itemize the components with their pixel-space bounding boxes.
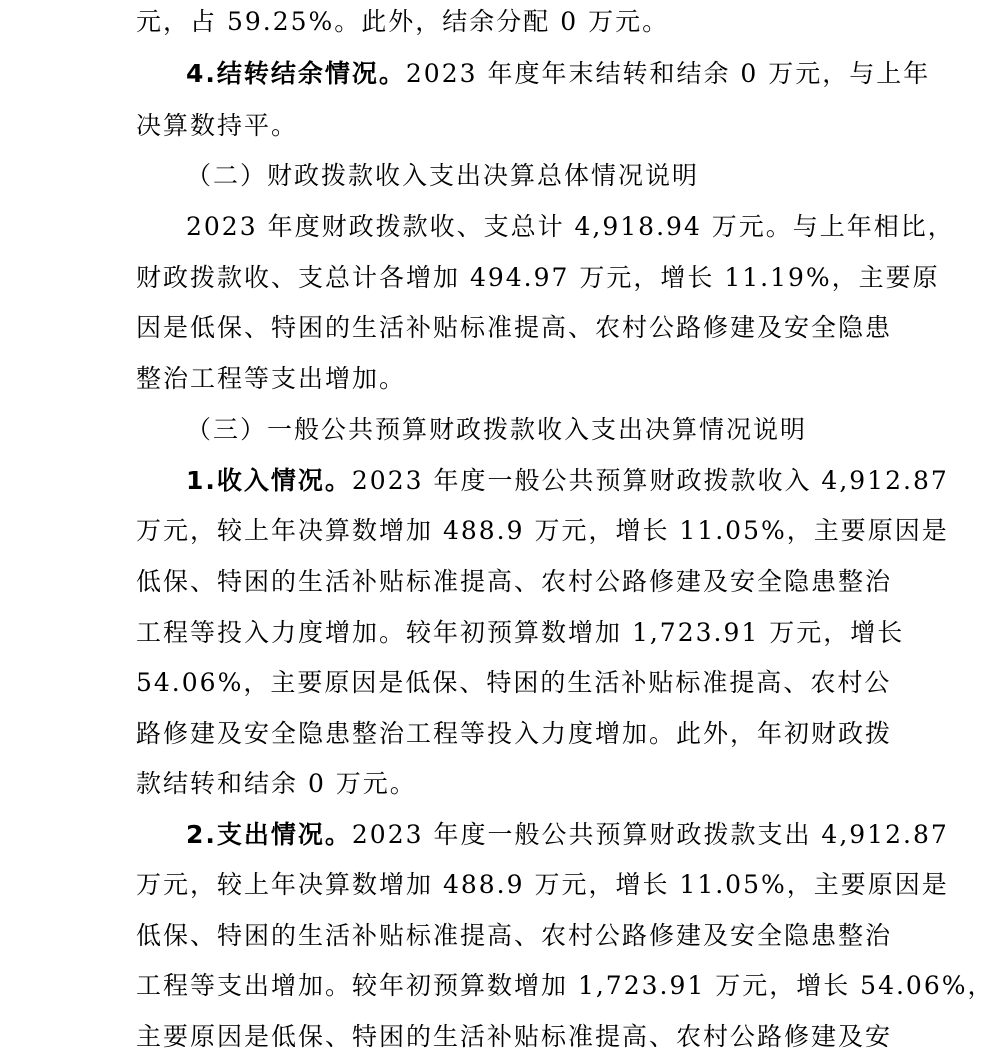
line-text: 2023 年度一般公共预算财政拨款支出 4,912.87 bbox=[351, 820, 949, 849]
paragraph-line bbox=[136, 514, 949, 548]
line-text: 决算数持平。 bbox=[136, 111, 299, 140]
line-text: 2023 年度一般公共预算财政拨款收入 4,912.87 bbox=[351, 466, 949, 495]
line-text: 财政拨款收、支总计各增加 494.97 万元，增长 11.19%，主要原 bbox=[136, 263, 940, 292]
paragraph-line bbox=[136, 1020, 893, 1054]
paragraph-line bbox=[136, 5, 876, 39]
line-text: 工程等支出增加。较年初预算数增加 1,723.91 万元，增长 54.06%， bbox=[136, 971, 995, 1000]
line-text: 工程等投入力度增加。较年初预算数增加 1,723.91 万元，增长 bbox=[136, 618, 905, 647]
paragraph-line bbox=[186, 210, 955, 244]
paragraph-line bbox=[136, 969, 995, 1003]
paragraph-line bbox=[136, 362, 876, 396]
section-lead-income: 1.收入情况。 bbox=[186, 466, 352, 495]
line-text: 2023 年度年末结转和结余 0 万元，与上年 bbox=[405, 59, 931, 88]
line-text: 因是低保、特困的生活补贴标准提高、农村公路修建及安全隐患 bbox=[136, 313, 893, 342]
heading-text: （二）财政拨款收入支出决算总体情况说明 bbox=[186, 161, 700, 190]
paragraph-line bbox=[186, 818, 949, 852]
line-text: 低保、特困的生活补贴标准提高、农村公路修建及安全隐患整治 bbox=[136, 921, 893, 950]
line-text: 款结转和结余 0 万元。 bbox=[136, 769, 417, 798]
paragraph-line bbox=[136, 261, 940, 295]
paragraph-line bbox=[136, 109, 876, 143]
line-text: 路修建及安全隐患整治工程等投入力度增加。此外，年初财政拨 bbox=[136, 719, 893, 748]
paragraph-line bbox=[136, 868, 949, 902]
line-text: 元，占 59.25%。此外，结余分配 0 万元。 bbox=[136, 7, 670, 36]
line-text: 万元，较上年决算数增加 488.9 万元，增长 11.05%，主要原因是 bbox=[136, 870, 949, 899]
line-text: 主要原因是低保、特困的生活补贴标准提高、农村公路修建及安 bbox=[136, 1022, 893, 1051]
section-heading-3 bbox=[186, 413, 807, 447]
section-heading-2 bbox=[186, 159, 699, 193]
line-text: 2023 年度财政拨款收、支总计 4,918.94 万元。与上年相比， bbox=[186, 212, 955, 241]
line-text: 54.06%，主要原因是低保、特困的生活补贴标准提高、农村公 bbox=[136, 668, 892, 697]
paragraph-line bbox=[136, 616, 905, 650]
heading-text: （三）一般公共预算财政拨款收入支出决算情况说明 bbox=[186, 415, 808, 444]
paragraph-line bbox=[136, 666, 892, 700]
paragraph-line bbox=[136, 311, 893, 345]
paragraph-line bbox=[186, 464, 949, 498]
section-lead-carryover: 4.结转结余情况。 bbox=[186, 59, 406, 88]
section-lead-expenditure: 2.支出情况。 bbox=[186, 820, 352, 849]
paragraph-line bbox=[136, 919, 893, 953]
line-text: 万元，较上年决算数增加 488.9 万元，增长 11.05%，主要原因是 bbox=[136, 516, 949, 545]
paragraph-line bbox=[136, 717, 893, 751]
paragraph-line bbox=[186, 57, 931, 91]
line-text: 整治工程等支出增加。 bbox=[136, 364, 407, 393]
line-text: 低保、特困的生活补贴标准提高、农村公路修建及安全隐患整治 bbox=[136, 567, 893, 596]
paragraph-line bbox=[136, 767, 876, 801]
paragraph-line bbox=[136, 565, 893, 599]
